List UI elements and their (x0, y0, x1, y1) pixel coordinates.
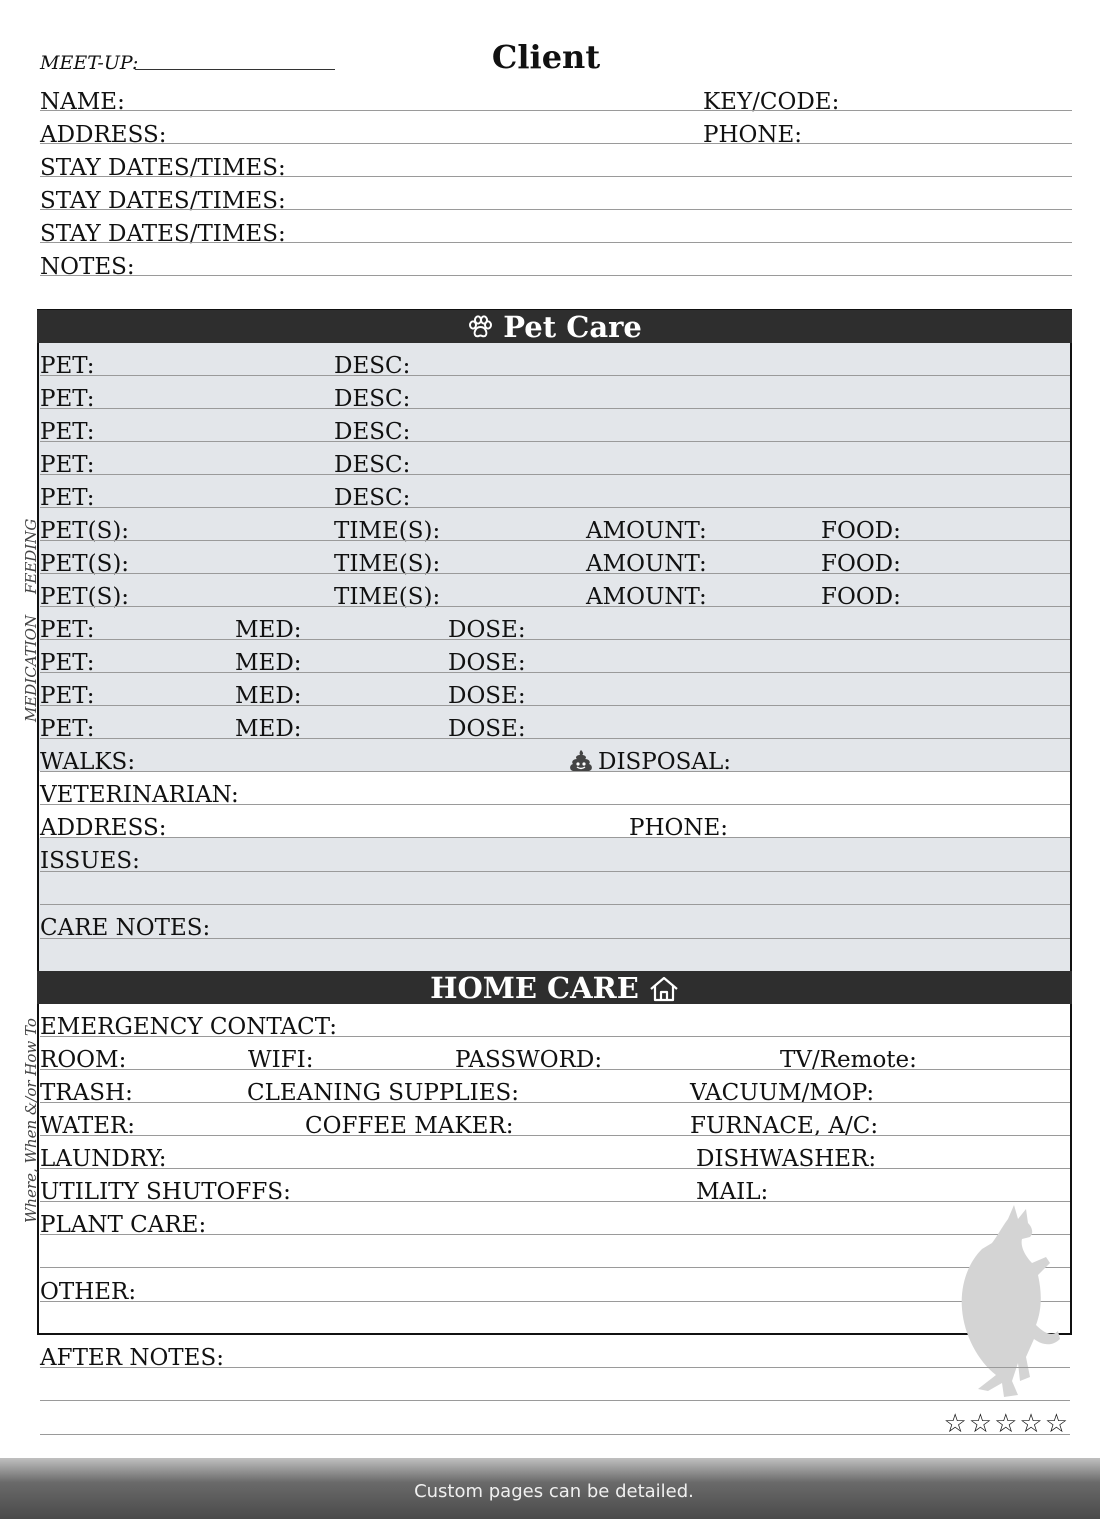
mail-label: MAIL: (696, 1179, 769, 1205)
issues-line[interactable] (40, 871, 1070, 872)
med-label: MED: (235, 650, 302, 676)
plant-care-line-2[interactable] (40, 1267, 1070, 1268)
stay-dates-label-2: STAY DATES/TIMES: (40, 188, 286, 214)
star-icon[interactable]: ☆ (994, 1409, 1020, 1439)
feeding-times-label: TIME(S): (334, 551, 441, 577)
medication-line[interactable] (40, 738, 1070, 739)
feeding-food-label: FOOD: (821, 584, 901, 610)
star-icon[interactable]: ☆ (943, 1409, 969, 1439)
med-pet-label: PET: (40, 683, 95, 709)
utility-shutoffs-label: UTILITY SHUTOFFS: (40, 1179, 291, 1205)
feeding-line[interactable] (40, 606, 1070, 607)
pet-label: PET: (40, 419, 95, 445)
vet-phone-label: PHONE: (629, 815, 729, 841)
paw-icon (467, 310, 503, 344)
med-pet-label: PET: (40, 716, 95, 742)
phone-label: PHONE: (703, 122, 803, 148)
feeding-line[interactable] (40, 540, 1070, 541)
other-line[interactable] (40, 1301, 1070, 1302)
dishwasher-label: DISHWASHER: (696, 1146, 877, 1172)
walks-line[interactable] (40, 771, 1070, 772)
trash-line[interactable] (40, 1102, 1070, 1103)
pet-label: PET: (40, 353, 95, 379)
med-label: MED: (235, 617, 302, 643)
issues-line-2[interactable] (40, 904, 1070, 905)
disposal-label: DISPOSAL: (598, 749, 732, 775)
feeding-times-label: TIME(S): (334, 584, 441, 610)
med-label: MED: (235, 683, 302, 709)
feeding-pets-label: PET(S): (40, 584, 130, 610)
veterinarian-line[interactable] (40, 804, 1070, 805)
rating-stars[interactable] (943, 1409, 1070, 1439)
feeding-amount-label: AMOUNT: (586, 518, 707, 544)
notes-line[interactable] (40, 275, 1072, 276)
cleaning-supplies-label: CLEANING SUPPLIES: (247, 1080, 520, 1106)
stay-dates-line-1[interactable] (40, 176, 1072, 177)
furnace-ac-label: FURNACE, A/C: (690, 1113, 879, 1139)
vacuum-mop-label: VACUUM/MOP: (690, 1080, 875, 1106)
water-line[interactable] (40, 1135, 1070, 1136)
medication-line[interactable] (40, 672, 1070, 673)
feeding-pets-label: PET(S): (40, 518, 130, 544)
medication-side-label: MEDICATION (22, 614, 40, 722)
med-label: MED: (235, 716, 302, 742)
page-title: Client (491, 38, 601, 76)
after-notes-line[interactable] (40, 1367, 1070, 1368)
address-label: ADDRESS: (40, 122, 167, 148)
desc-label: DESC: (334, 419, 411, 445)
medication-line[interactable] (40, 639, 1070, 640)
dose-label: DOSE: (448, 650, 526, 676)
star-icon[interactable]: ☆ (1019, 1409, 1045, 1439)
feeding-food-label: FOOD: (821, 551, 901, 577)
emergency-contact-line[interactable] (40, 1036, 1070, 1037)
dog-watermark-icon (948, 1205, 1060, 1400)
issues-label: ISSUES: (40, 848, 140, 874)
home-care-side-label: Where, When &/or How To (22, 1018, 40, 1223)
other-label: OTHER: (40, 1279, 137, 1305)
pet-label: PET: (40, 386, 95, 412)
password-label: PASSWORD: (455, 1047, 603, 1073)
pet-label: PET: (40, 485, 95, 511)
stay-dates-label-3: STAY DATES/TIMES: (40, 221, 286, 247)
feeding-pets-label: PET(S): (40, 551, 130, 577)
room-line[interactable] (40, 1069, 1070, 1070)
home-care-title: HOME CARE (430, 971, 639, 1005)
walks-label: WALKS: (40, 749, 136, 775)
address-line[interactable] (40, 143, 1072, 144)
stay-dates-line-2[interactable] (40, 209, 1072, 210)
star-icon[interactable]: ☆ (968, 1409, 995, 1439)
after-notes-line-2[interactable] (40, 1400, 1070, 1401)
dose-label: DOSE: (448, 716, 526, 742)
medication-line[interactable] (40, 705, 1070, 706)
pet-label: PET: (40, 452, 95, 478)
med-pet-label: PET: (40, 617, 95, 643)
pet-line[interactable] (40, 408, 1070, 409)
desc-label: DESC: (334, 485, 411, 511)
care-notes-label: CARE NOTES: (40, 915, 211, 941)
veterinarian-label: VETERINARIAN: (40, 782, 239, 808)
plant-care-label: PLANT CARE: (40, 1212, 207, 1238)
laundry-line[interactable] (40, 1168, 1070, 1169)
feeding-food-label: FOOD: (821, 518, 901, 544)
key-code-label: KEY/CODE: (703, 89, 840, 115)
wifi-label: WIFI: (248, 1047, 314, 1073)
desc-label: DESC: (334, 353, 411, 379)
tv-remote-label: TV/Remote: (780, 1047, 917, 1073)
after-notes-line-3[interactable] (40, 1434, 1070, 1435)
feeding-side-label: FEEDING (22, 518, 40, 594)
med-pet-label: PET: (40, 650, 95, 676)
pet-line[interactable] (40, 375, 1070, 376)
coffee-maker-label: COFFEE MAKER: (305, 1113, 514, 1139)
vet-address-label: ADDRESS: (40, 815, 167, 841)
emergency-contact-label: EMERGENCY CONTACT: (40, 1014, 337, 1040)
pet-line[interactable] (40, 441, 1070, 442)
pet-line[interactable] (40, 507, 1070, 508)
trash-label: TRASH: (40, 1080, 133, 1106)
stay-dates-line-3[interactable] (40, 242, 1072, 243)
notes-label: NOTES: (40, 254, 135, 280)
name-label: NAME: (40, 89, 125, 115)
dose-label: DOSE: (448, 683, 526, 709)
pet-care-header (37, 310, 1072, 343)
pet-line[interactable] (40, 474, 1070, 475)
desc-label: DESC: (334, 452, 411, 478)
vet-address-line[interactable] (40, 837, 1070, 838)
desc-label: DESC: (334, 386, 411, 412)
stay-dates-label-1: STAY DATES/TIMES: (40, 155, 286, 181)
laundry-label: LAUNDRY: (40, 1146, 167, 1172)
house-icon (649, 971, 679, 1005)
plant-care-line[interactable] (40, 1234, 1070, 1235)
care-notes-line[interactable] (40, 938, 1070, 939)
room-label: ROOM: (40, 1047, 127, 1073)
name-line[interactable] (40, 110, 1072, 111)
poop-icon (568, 749, 594, 773)
star-icon[interactable]: ☆ (1044, 1409, 1070, 1439)
caption-text: Custom pages can be detailed. (414, 1481, 694, 1502)
pet-care-title: Pet Care (503, 310, 642, 344)
water-label: WATER: (40, 1113, 136, 1139)
feeding-amount-label: AMOUNT: (586, 551, 707, 577)
meetup-label: MEET-UP: (40, 52, 139, 74)
home-care-header (37, 971, 1072, 1004)
after-notes-label: AFTER NOTES: (40, 1345, 224, 1371)
feeding-line[interactable] (40, 573, 1070, 574)
feeding-times-label: TIME(S): (334, 518, 441, 544)
dose-label: DOSE: (448, 617, 526, 643)
feeding-amount-label: AMOUNT: (586, 584, 707, 610)
utility-shutoffs-line[interactable] (40, 1201, 1070, 1202)
